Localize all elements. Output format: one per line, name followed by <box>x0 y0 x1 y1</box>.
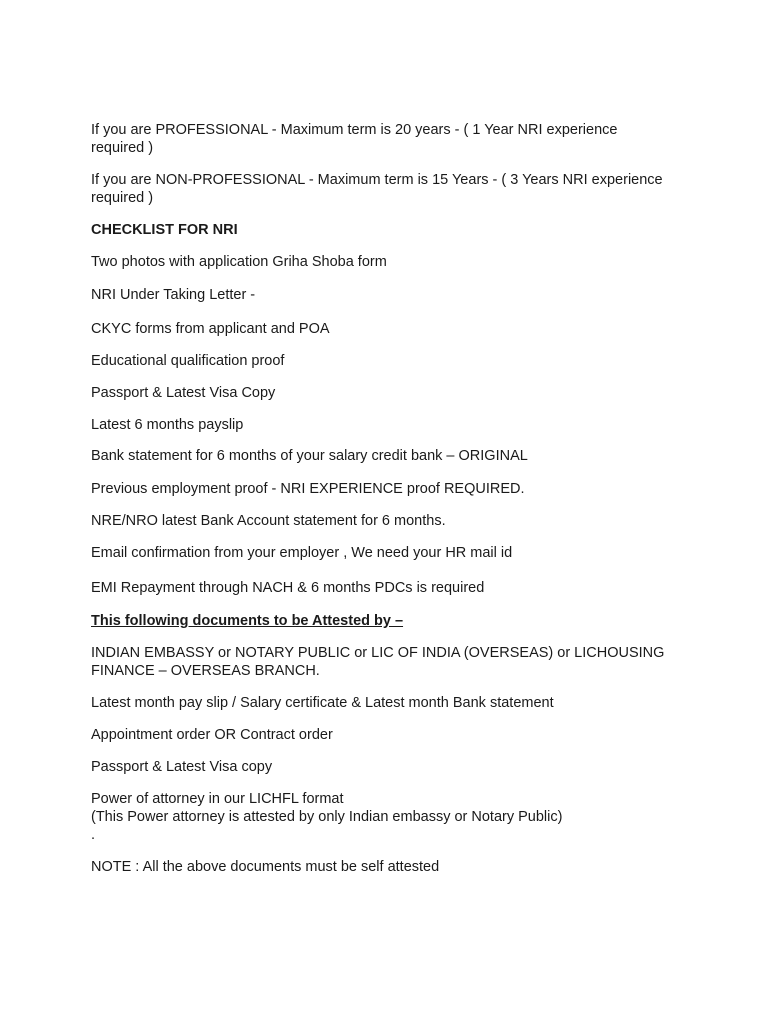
checklist-item: Passport & Latest Visa Copy <box>91 385 276 401</box>
attested-item: Latest month pay slip / Salary certificate & Latest month Bank statement <box>91 695 554 711</box>
attested-item: Power of attorney in our LICHFL format (This Power attorney is attested by only Indian embassy or Notary Public) . <box>91 791 563 843</box>
checklist-item: Latest 6 months payslip <box>91 417 244 433</box>
checklist-item: Previous employment proof - NRI EXPERIENCE proof REQUIRED. <box>91 481 525 497</box>
checklist-heading: CHECKLIST FOR NRI <box>91 222 238 238</box>
attested-item: Passport & Latest Visa copy <box>91 759 273 775</box>
term-non-professional-text: If you are NON-PROFESSIONAL - Maximum term is 15 Years - ( 3 Years NRI experience required ) <box>91 172 663 206</box>
note-text: NOTE : All the above documents must be self attested <box>91 859 440 875</box>
checklist-item: Educational qualification proof <box>91 353 285 369</box>
attested-item: Appointment order OR Contract order <box>91 727 333 743</box>
checklist-item: EMI Repayment through NACH & 6 months PDCs is required <box>91 580 485 596</box>
attested-heading: This following documents to be Attested by – <box>91 613 404 629</box>
attested-item: INDIAN EMBASSY or NOTARY PUBLIC or LIC OF INDIA (OVERSEAS) or LICHOUSING FINANCE – OVERSEAS BRANCH. <box>91 645 665 679</box>
checklist-item: NRE/NRO latest Bank Account statement for 6 months. <box>91 513 446 529</box>
checklist-item: Email confirmation from your employer , We need your HR mail id <box>91 545 513 561</box>
checklist-item: Two photos with application Griha Shoba form <box>91 254 387 270</box>
term-professional-text: If you are PROFESSIONAL - Maximum term is 20 years - ( 1 Year NRI experience required ) <box>91 122 618 156</box>
checklist-item: NRI Under Taking Letter - <box>91 287 256 303</box>
checklist-item: Bank statement for 6 months of your salary credit bank – ORIGINAL <box>91 448 528 464</box>
checklist-item: CKYC forms from applicant and POA <box>91 321 330 337</box>
